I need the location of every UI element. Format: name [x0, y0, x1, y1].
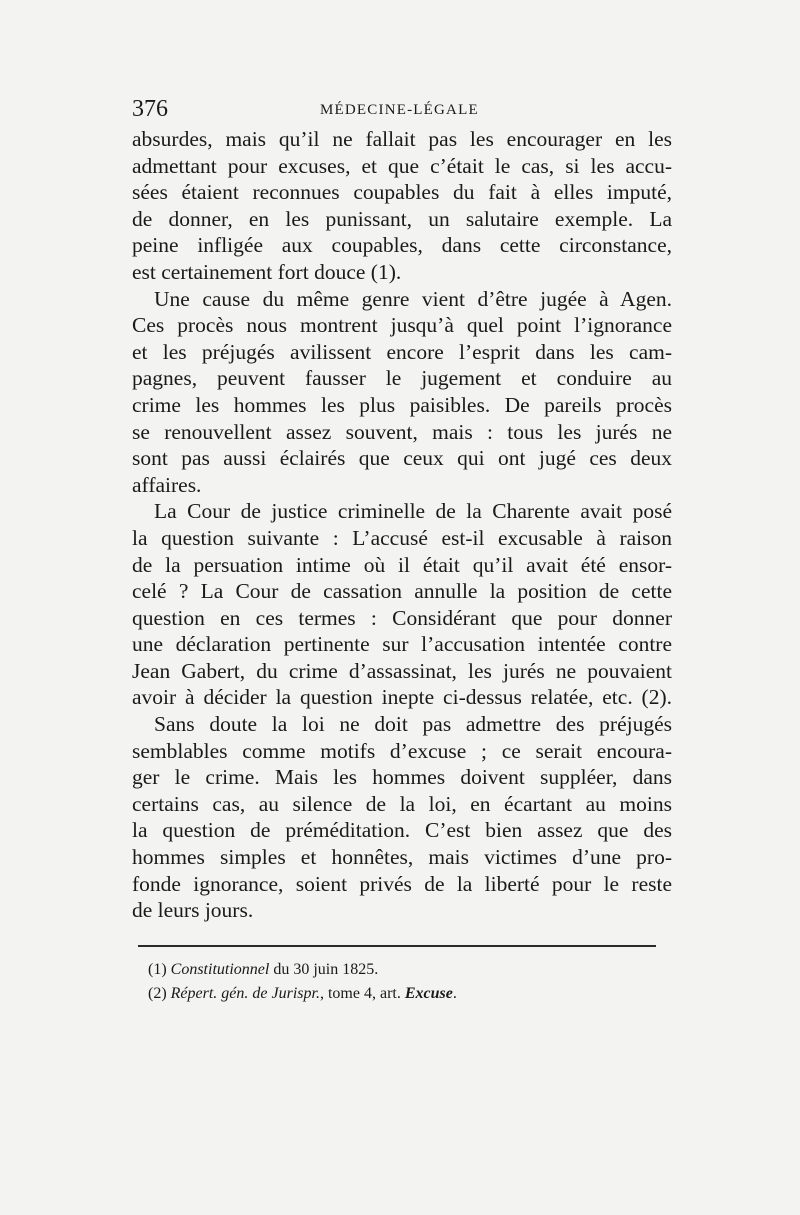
text-line: avoir à décider la question inepte ci-dessus relatée, etc. (2). [132, 685, 672, 710]
text-line: la question suivante : L’accusé est-il excusable à raison [132, 525, 672, 550]
text-line: peine infligée aux coupables, dans cette circonstance, [132, 233, 672, 258]
text-line: Jean Gabert, du crime d’assassinat, les jurés ne pouvaient [132, 658, 672, 683]
text-line: crime les hommes les plus paisibles. De pareils procès [132, 392, 672, 417]
text-line: de donner, en les punissant, un salutaire exemple. La [132, 206, 672, 231]
running-head: MÉDECINE-LÉGALE [320, 102, 479, 118]
text-line: absurdes, mais qu’il ne fallait pas les encourager en les [132, 127, 672, 151]
text-line: question en ces termes : Considérant que pour donner [132, 605, 672, 630]
text-line: fonde ignorance, soient privés de la liberté pour le reste [132, 871, 672, 896]
footnote-marker: (2) [148, 985, 167, 1002]
footnote-end: . [452, 985, 457, 1002]
footnote-divider [138, 945, 656, 947]
footnote-source-detail: du 30 juin 1825. [269, 961, 379, 978]
text-line: pagnes, peuvent fausser le jugement et conduire au [132, 366, 672, 391]
footnote-source-detail: , tome 4, art. [319, 985, 405, 1002]
text-line: Sans doute la loi ne doit pas admettre des préjugés [154, 712, 672, 737]
footnote-marker: (1) [148, 961, 167, 978]
text-line: admettant pour excuses, et que c’était le cas, si les accu- [132, 153, 672, 178]
footnote-source-title: Répert. gén. de Jurispr. [170, 985, 320, 1002]
footnote-source-title: Constitutionnel [170, 961, 270, 978]
footnotes [148, 958, 568, 1006]
text-line: une déclaration pertinente sur l’accusation intentée contre [132, 632, 672, 657]
footnote-2 [148, 982, 568, 1006]
text-line: affaires. [132, 472, 202, 497]
text-line: Ces procès nous montrent jusqu’à quel point l’ignorance [132, 313, 672, 338]
text-line: Une cause du même genre vient d’être jugée à Agen. [154, 286, 672, 311]
text-line: hommes simples et honnêtes, mais victimes d’une pro- [132, 845, 672, 870]
page-number: 376 [132, 96, 168, 122]
text-line: sont pas aussi éclairés que ceux qui ont jugé ces deux [132, 446, 672, 471]
text-line: La Cour de justice criminelle de la Charente avait posé [154, 499, 672, 524]
text-line: sées étaient reconnues coupables du fait à elles imputé, [132, 180, 672, 205]
text-line: la question de préméditation. C’est bien assez que des [132, 818, 672, 843]
body-text [132, 126, 672, 924]
text-line: est certainement fort douce (1). [132, 259, 402, 284]
text-line: de la persuation intime où il était qu’il avait été ensor- [132, 552, 672, 577]
text-line: et les préjugés avilissent encore l’esprit dans les cam- [132, 339, 672, 364]
text-line: semblables comme motifs d’excuse ; ce serait encoura- [132, 738, 672, 763]
footnote-1 [148, 958, 568, 982]
text-line: ger le crime. Mais les hommes doivent suppléer, dans [132, 765, 672, 790]
text-line: certains cas, au silence de la loi, en écartant au moins [132, 791, 672, 816]
text-line: celé ? La Cour de cassation annulle la position de cette [132, 579, 672, 604]
text-line: de leurs jours. [132, 898, 254, 923]
page-header [132, 96, 672, 126]
footnote-article-term: Excuse [404, 985, 453, 1002]
text-line: se renouvellent assez souvent, mais : tous les jurés ne [132, 419, 672, 444]
